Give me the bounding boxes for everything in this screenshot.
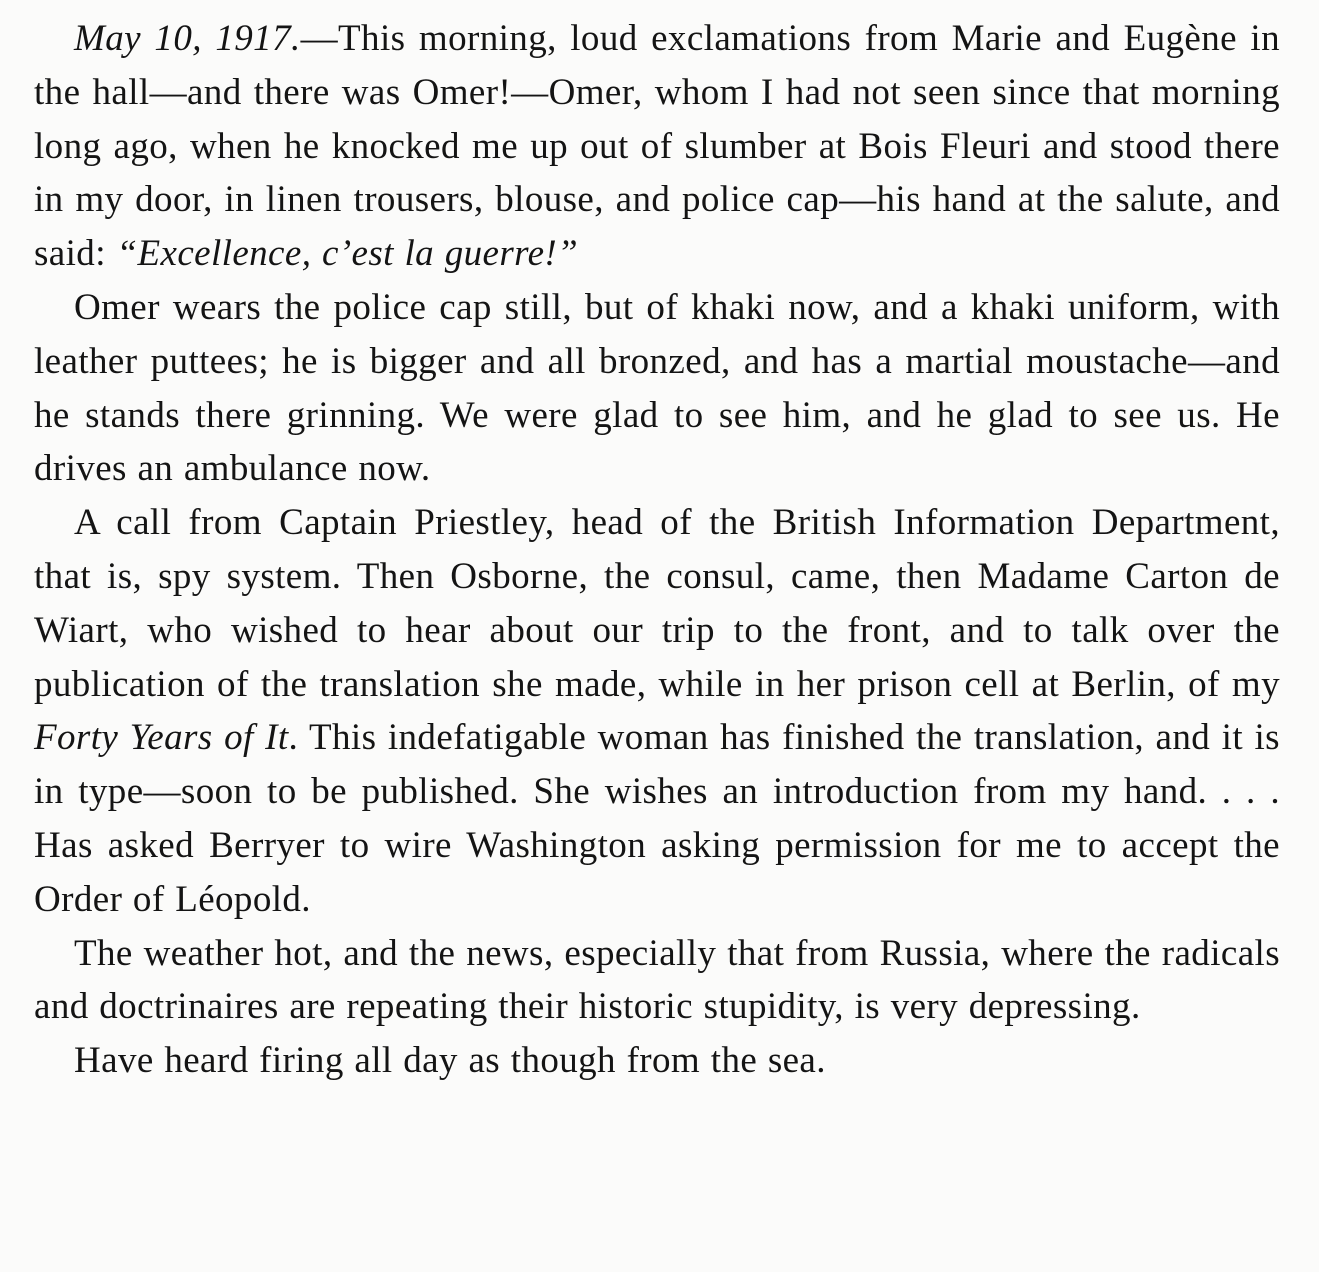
book-title: Forty Years of It <box>34 717 289 759</box>
paragraph-5 <box>34 1034 1280 1088</box>
diary-text-block <box>34 12 1280 1088</box>
paragraph-3-body-start: A call from Captain Priestley, head of the British Information Department, that is, spy system. Then Osborne, the consul, came, then Madame Carton de Wiart, who wished to hear about our trip to the front, and to talk over the publication of the translation she made, while in her prison cell at Berlin, of my <box>34 502 1280 705</box>
entry-date: May 10, 1917. <box>74 18 301 59</box>
paragraph-3-body-end: . This indefatigable woman has finished the translation, and it is in type—soon to be published. She wishes an introduction from my hand. . . . Has asked Berryer to wire Washington asking permission for me to accept the Order of Léopold. <box>34 717 1280 920</box>
paragraph-3 <box>34 496 1280 926</box>
paragraph-5-body: Have heard firing all day as though from the sea. <box>74 1040 826 1082</box>
paragraph-2 <box>34 281 1280 496</box>
paragraph-1 <box>34 12 1280 281</box>
paragraph-1-body: —This morning, loud exclamations from Marie and Eugène in the hall—and there was Omer!—Omer, whom I had not seen since that morning long ago, when he knocked me up out of slumber at Bois Fleuri and stood there in my door, in linen trousers, blouse, and police cap—his hand at the salute, and said: <box>34 18 1280 275</box>
paragraph-2-body: Omer wears the police cap still, but of khaki now, and a khaki uniform, with leather puttees; he is bigger and all bronzed, and has a martial moustache—and he stands there grinning. We were glad to see him, and he glad to see us. He drives an ambulance now. <box>34 286 1280 490</box>
quoted-exclamation: “Excellence, c’est la guerre!” <box>116 233 579 275</box>
paragraph-4 <box>34 927 1280 1035</box>
paragraph-4-body: The weather hot, and the news, especially that from Russia, where the radicals and doctrinaires are repeating their historic stupidity, is very depressing. <box>34 932 1280 1028</box>
